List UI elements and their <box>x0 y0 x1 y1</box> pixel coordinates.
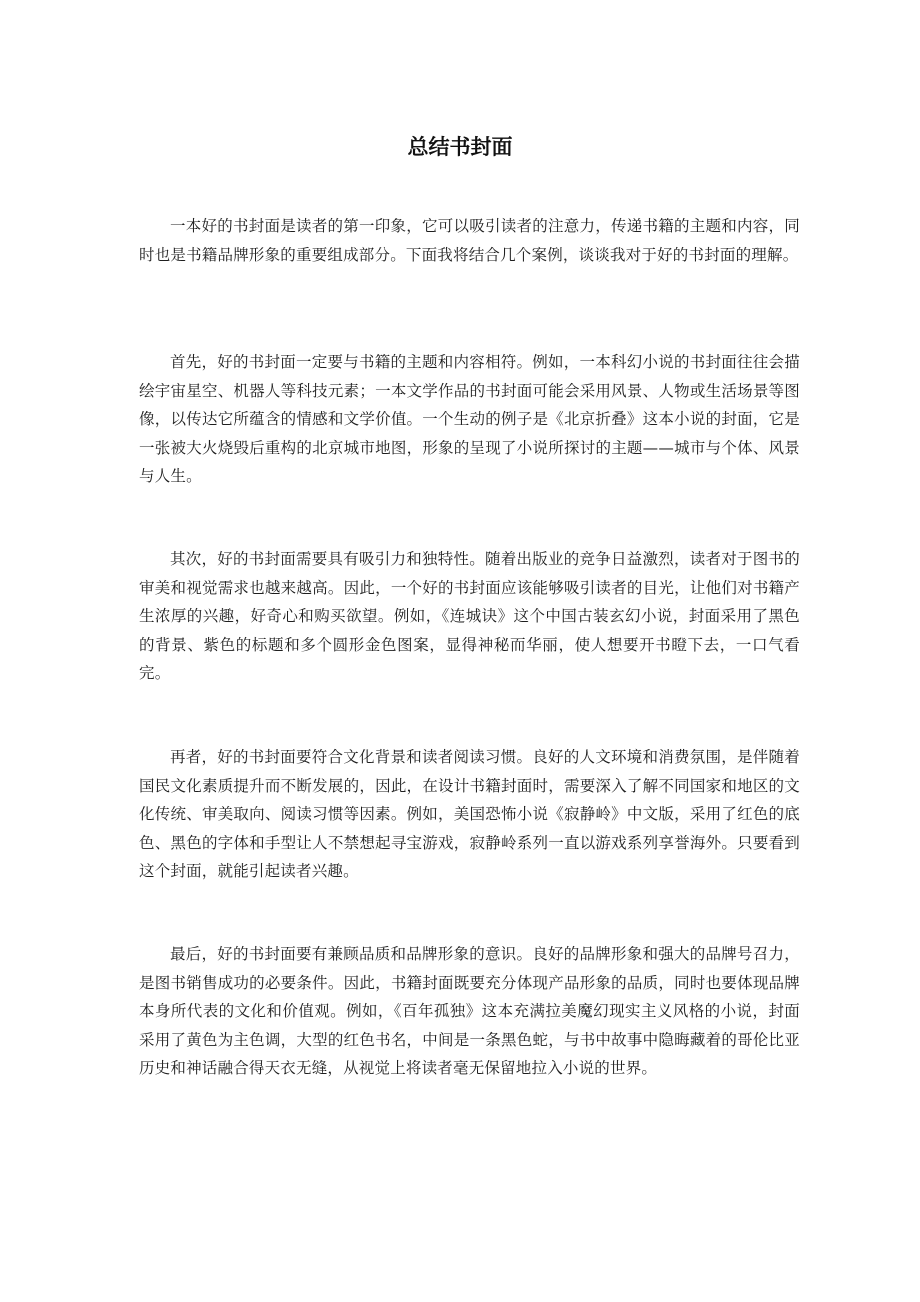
paragraph-introduction: 一本好的书封面是读者的第一印象，它可以吸引读者的注意力，传递书籍的主题和内容，同时也是书籍品牌形象的重要组成部分。下面我将结合几个案例，谈谈我对于好的书封面的理解。 <box>139 217 800 264</box>
paragraph-third-point: 再者，好的书封面要符合文化背景和读者阅读习惯。良好的人文环境和消费氛围，是伴随着国民文化素质提升而不断发展的，因此，在设计书籍封面时，需要深入了解不同国家和地区的文化传统、审美取向、阅读习惯等因素。例如，美国恐怖小说《寂静岭》中文版，采用了红色的底色、黑色的字体和手型让人不禁想起寻宝游戏，寂静岭系列一直以游戏系列享誉海外。只要看到这个封面，就能引起读者兴趣。 <box>139 748 800 880</box>
paragraph-first-point: 首先，好的书封面一定要与书籍的主题和内容相符。例如，一本科幻小说的书封面往往会描绘宇宙星空、机器人等科技元素；一本文学作品的书封面可能会采用风景、人物或生活场景等图像，以传达它所蕴含的情感和文学价值。一个生动的例子是《北京折叠》这本小说的封面，它是一张被大火烧毁后重构的北京城市地图，形象的呈现了小说所探讨的主题——城市与个体、风景与人生。 <box>139 353 800 485</box>
paragraph-final-point: 最后，好的书封面要有兼顾品质和品牌形象的意识。良好的品牌形象和强大的品牌号召力，是图书销售成功的必要条件。因此，书籍封面既要充分体现产品形象的品质，同时也要体现品牌本身所代表的文化和价值观。例如，《百年孤独》这本充满拉美魔幻现实主义风格的小说，封面采用了黄色为主色调，大型的红色书名，中间是一条黑色蛇，与书中故事中隐晦藏着的哥伦比亚历史和神话融合得天衣无缝，从视觉上将读者毫无保留地拉入小说的世界。 <box>139 945 800 1077</box>
document-title: 总结书封面 <box>407 135 513 159</box>
paragraph-second-point: 其次，好的书封面需要具有吸引力和独特性。随着出版业的竞争日益激烈，读者对于图书的审美和视觉需求也越来越高。因此，一个好的书封面应该能够吸引读者的目光，让他们对书籍产生浓厚的兴趣，好奇心和购买欲望。例如，《连城诀》这个中国古装玄幻小说，封面采用了黑色的背景、紫色的标题和多个圆形金色图案，显得神秘而华丽，使人想要开书瞪下去，一口气看完。 <box>139 550 800 682</box>
